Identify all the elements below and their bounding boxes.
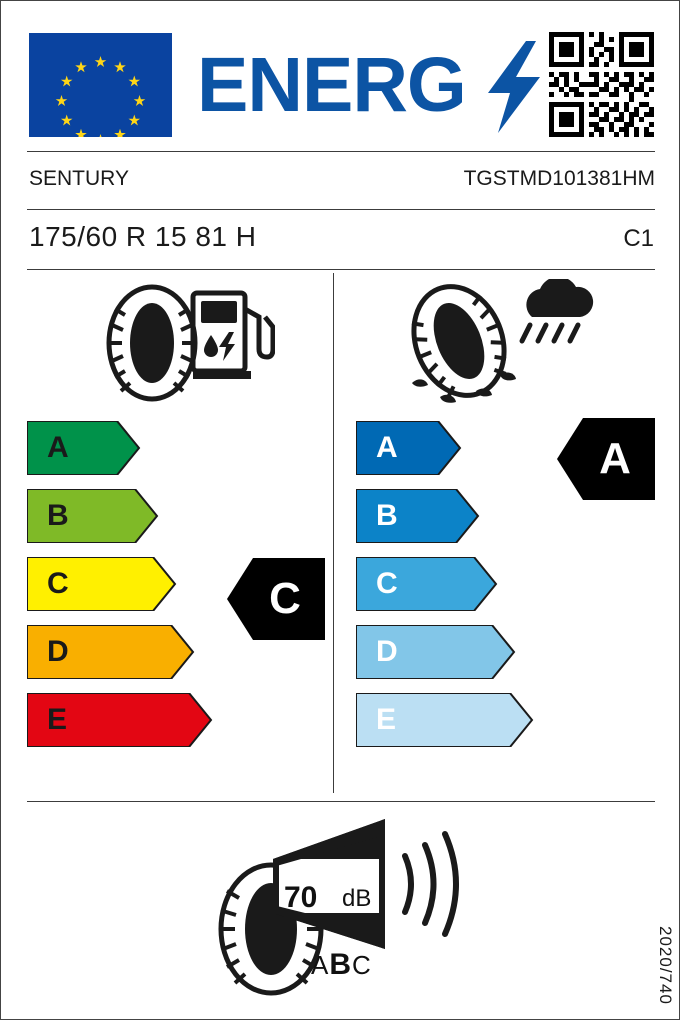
wet-grade-letter: B [376,499,398,532]
fuel-grade-letter: D [47,635,69,668]
label-header [1,1,680,149]
noise-class-scale [311,948,372,982]
eu-flag-icon [29,33,172,137]
fuel-grade-letter: E [47,703,68,736]
fuel-efficiency-panel [27,273,327,793]
product-code: TGSTMD101381HM [463,167,655,190]
wet-grade-bar-a [356,421,556,475]
noise-value: 70 [284,881,318,914]
page-title: ENERG [197,42,466,128]
noise-unit: dB [342,885,372,912]
fuel-grade-bar-b [27,489,227,543]
divider-panels [333,273,334,793]
lightning-bolt-icon [488,41,540,133]
fuel-efficiency-result-badge [227,558,325,640]
noise-class-c: C [352,950,372,980]
fuel-grade-bar-e [27,693,227,747]
tyre-and-fuel-pump-icon [85,279,275,407]
fuel-grade-bars [27,421,227,761]
divider-brand [27,209,655,210]
regulation-reference: 2020/740 [656,926,675,1005]
wet-grade-bar-c [356,557,556,611]
fuel-grade-letter: B [47,499,69,532]
wet-grade-bar-e [356,693,556,747]
wet-grade-letter: D [376,635,398,668]
noise-class-b-selected: B [329,948,353,981]
fuel-grade-letter: C [47,567,69,600]
wet-grade-letter: C [376,567,398,600]
divider-size [27,269,655,270]
tyre-and-rain-icon [404,279,604,419]
wet-grade-bar-b [356,489,556,543]
tyre-class: C1 [623,225,654,252]
wet-grade-letter: E [376,703,397,736]
wet-grade-letter: A [376,431,398,464]
eu-stars-icon [29,33,172,137]
wet-grip-pictogram [404,279,604,407]
divider-header [27,151,655,152]
fuel-efficiency-result-letter: C [269,574,301,623]
wet-grade-bar-d [356,625,556,679]
wet-grip-result-badge [557,418,655,500]
wet-grip-panel [342,273,655,793]
noise-class-a: A [311,950,330,980]
size-row [1,211,680,269]
wet-grip-bars [356,421,556,761]
fuel-efficiency-pictogram [85,279,275,407]
fuel-grade-letter: A [47,431,69,464]
fuel-grade-bar-d [27,625,227,679]
brand-name: SENTURY [29,167,129,190]
fuel-grade-bar-c [27,557,227,611]
brand-row [1,153,680,209]
tyre-size: 175/60 R 15 81 H [29,221,257,252]
qr-code-icon [549,32,654,137]
fuel-grade-bar-a [27,421,227,475]
wet-grip-result-letter: A [599,434,631,483]
